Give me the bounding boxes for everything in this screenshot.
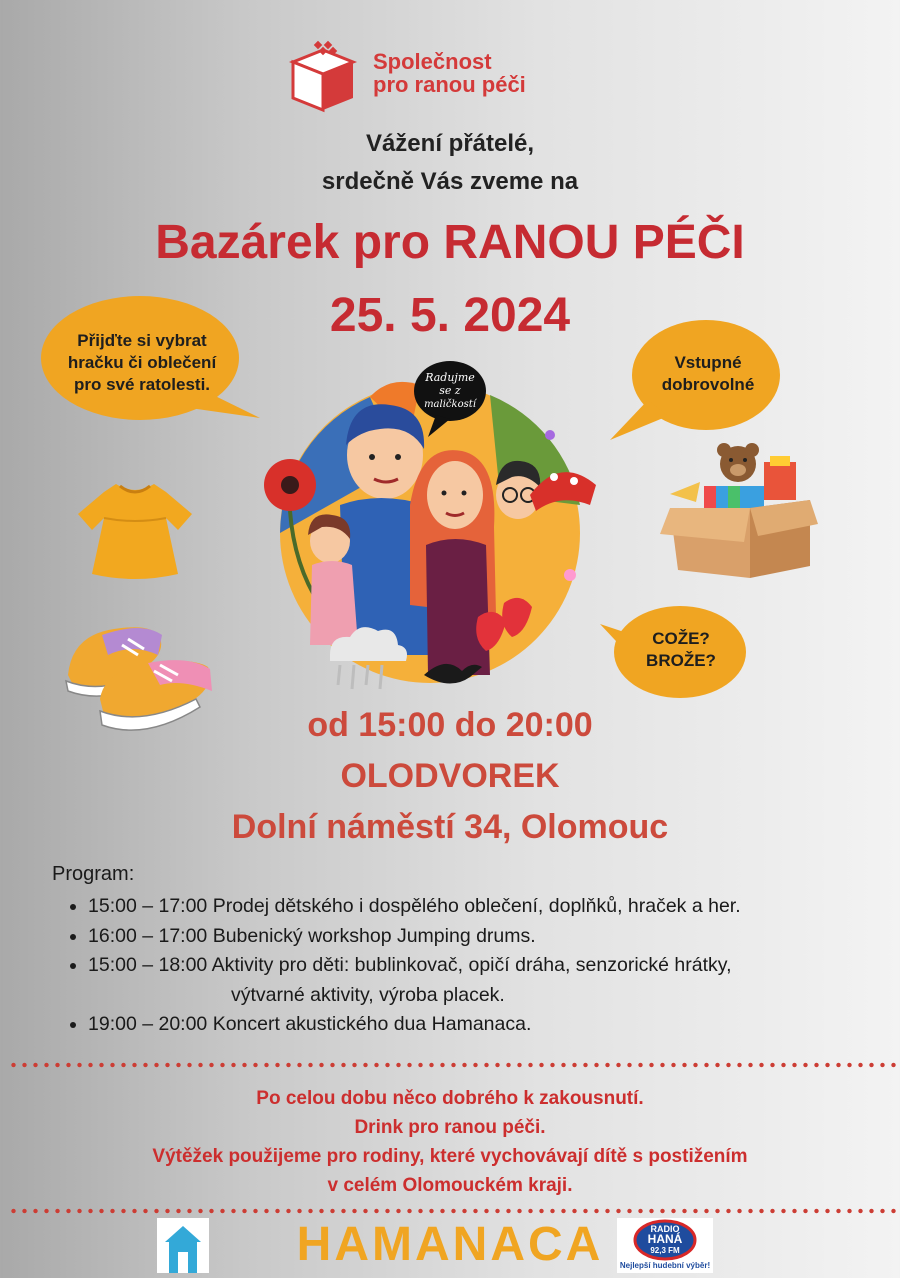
event-time: od 15:00 do 20:00 <box>307 706 593 744</box>
info-block <box>0 1084 900 1200</box>
bubble-left-text: Přijďte si vybrat hračku či oblečení pro své ratolesti. <box>67 331 217 394</box>
radio-name-line2: HANÁ <box>647 1232 683 1246</box>
event-date: 25. 5. 2024 <box>329 289 571 342</box>
greeting-line2: srdečně Vás zveme na <box>321 168 579 195</box>
hamanaca-logo-text: HAMANACA <box>296 1218 604 1271</box>
toy-box-icon <box>660 442 820 582</box>
bubble-right-top-text: Vstupné dobrovolné <box>661 353 755 394</box>
greeting-line1: Vážení přátelé, <box>365 130 535 157</box>
program-list <box>60 892 900 1040</box>
speech-text-2: se z <box>439 384 461 397</box>
info-line1: Po celou dobu něco dobrého k zakousnutí. <box>256 1088 644 1109</box>
logo-icon <box>287 40 359 114</box>
program-item-continuation: výtvarné aktivity, výroba placek. <box>231 983 505 1006</box>
event-address: Dolní náměstí 34, Olomouc <box>231 808 669 846</box>
dotted-divider-bottom <box>8 1208 900 1214</box>
event-title: Bazárek pro RANOU PÉČI <box>155 216 745 269</box>
radio-frequency: 92,3 FM <box>650 1246 680 1255</box>
event-place: OLODVOREK <box>340 757 560 795</box>
logo-line2: pro ranou péči <box>373 72 526 97</box>
speech-text-1: Radujme <box>425 371 475 384</box>
info-line2: Drink pro ranou péči. <box>354 1117 546 1138</box>
radio-hana-logo <box>617 1218 713 1273</box>
radio-tagline: Nejlepší hudební výběr! <box>619 1261 711 1270</box>
speech-text-3: maličkostí <box>424 399 476 410</box>
family-illustration <box>250 355 610 705</box>
logo-line1: Společnost <box>373 49 492 74</box>
program-item: • 15:00 – 17:00 Prodej dětského i dospělého oblečení, doplňků, hraček a her. <box>88 892 900 922</box>
logo-text <box>373 50 526 96</box>
program-item: • 15:00 – 18:00 Aktivity pro děti: bublinkovač, opičí dráha, senzorické hrátky, výtvarné aktivity, výroba placek. <box>88 951 900 1010</box>
info-line3: Výtěžek použijeme pro rodiny, které vychovávají dítě s postižením <box>152 1146 748 1167</box>
program-item: • 19:00 – 20:00 Koncert akustického dua Hamanaca. <box>88 1010 900 1040</box>
radio-name-line1: RADIO <box>650 1224 680 1234</box>
program-title: Program: <box>52 863 135 885</box>
dotted-divider-top <box>8 1062 900 1068</box>
info-line4: v celém Olomouckém kraji. <box>327 1175 573 1196</box>
program-item: • 16:00 – 17:00 Bubenický workshop Jumping drums. <box>88 922 900 952</box>
bubble-right-bottom-text: COŽE? BROŽE? <box>646 629 716 670</box>
dress-icon <box>74 478 196 582</box>
